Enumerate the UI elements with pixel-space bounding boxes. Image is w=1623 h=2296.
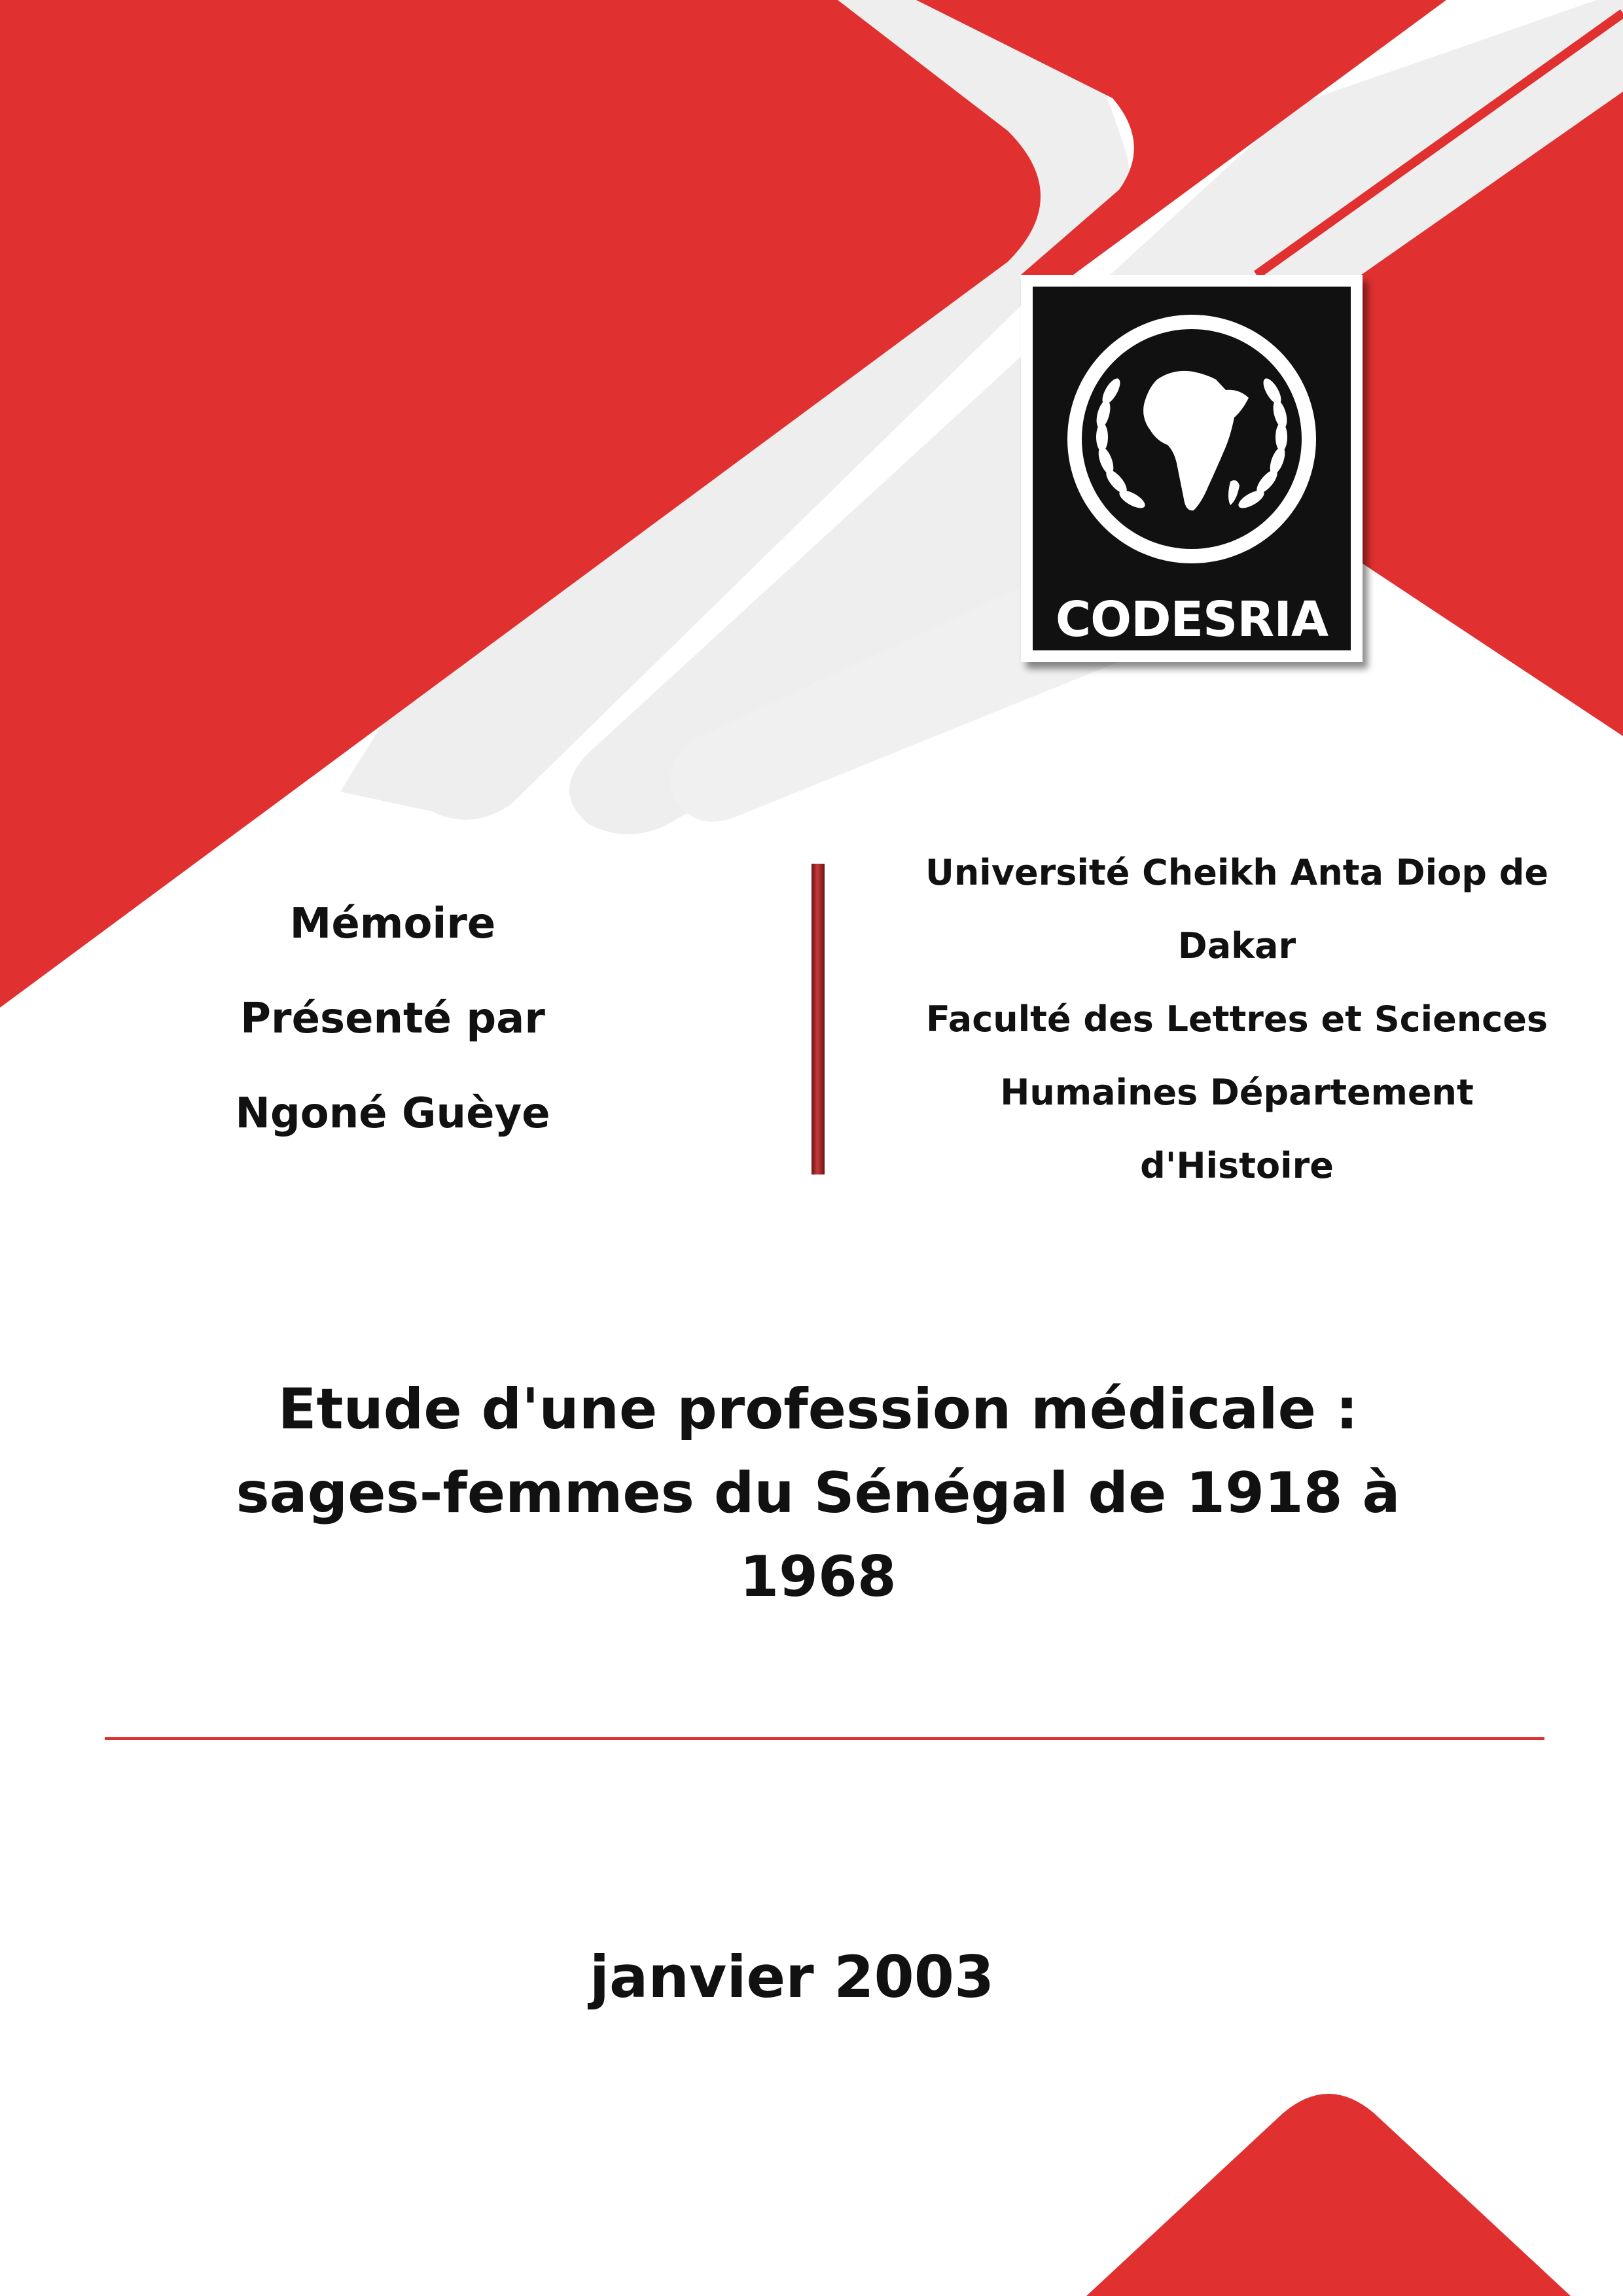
title-line-1: Etude d'une profession médicale : — [277, 1377, 1359, 1442]
institution-line-4: Humaines Département — [1000, 1072, 1474, 1113]
institution-line-3: Faculté des Lettres et Sciences — [926, 998, 1548, 1040]
author-name: Ngoné Guèye — [235, 1089, 550, 1138]
document-date: janvier 2003 — [589, 1943, 995, 2011]
institution-line-5: d'Histoire — [1140, 1145, 1334, 1186]
logo-inner — [1033, 287, 1351, 650]
logo-text: CODESRIA — [1055, 592, 1329, 648]
institution-line-2: Dakar — [1177, 925, 1296, 966]
title-line-3: 1968 — [740, 1544, 897, 1610]
red-triangle-bottom — [1086, 2094, 1571, 2296]
document-title — [131, 1368, 1505, 1619]
africa-laurel-emblem-icon — [1059, 306, 1325, 572]
codesria-logo — [1021, 275, 1363, 662]
institution-block — [890, 836, 1584, 1203]
title-line-2: sages-femmes du Sénégal de 1918 à — [236, 1460, 1400, 1526]
presented-by-label: Présenté par — [240, 995, 545, 1043]
institution-line-1: Université Cheikh Anta Diop de — [925, 852, 1548, 893]
document-type: Mémoire — [289, 900, 496, 948]
author-block — [196, 877, 589, 1161]
horizontal-rule — [105, 1737, 1544, 1740]
vertical-divider — [812, 864, 825, 1174]
